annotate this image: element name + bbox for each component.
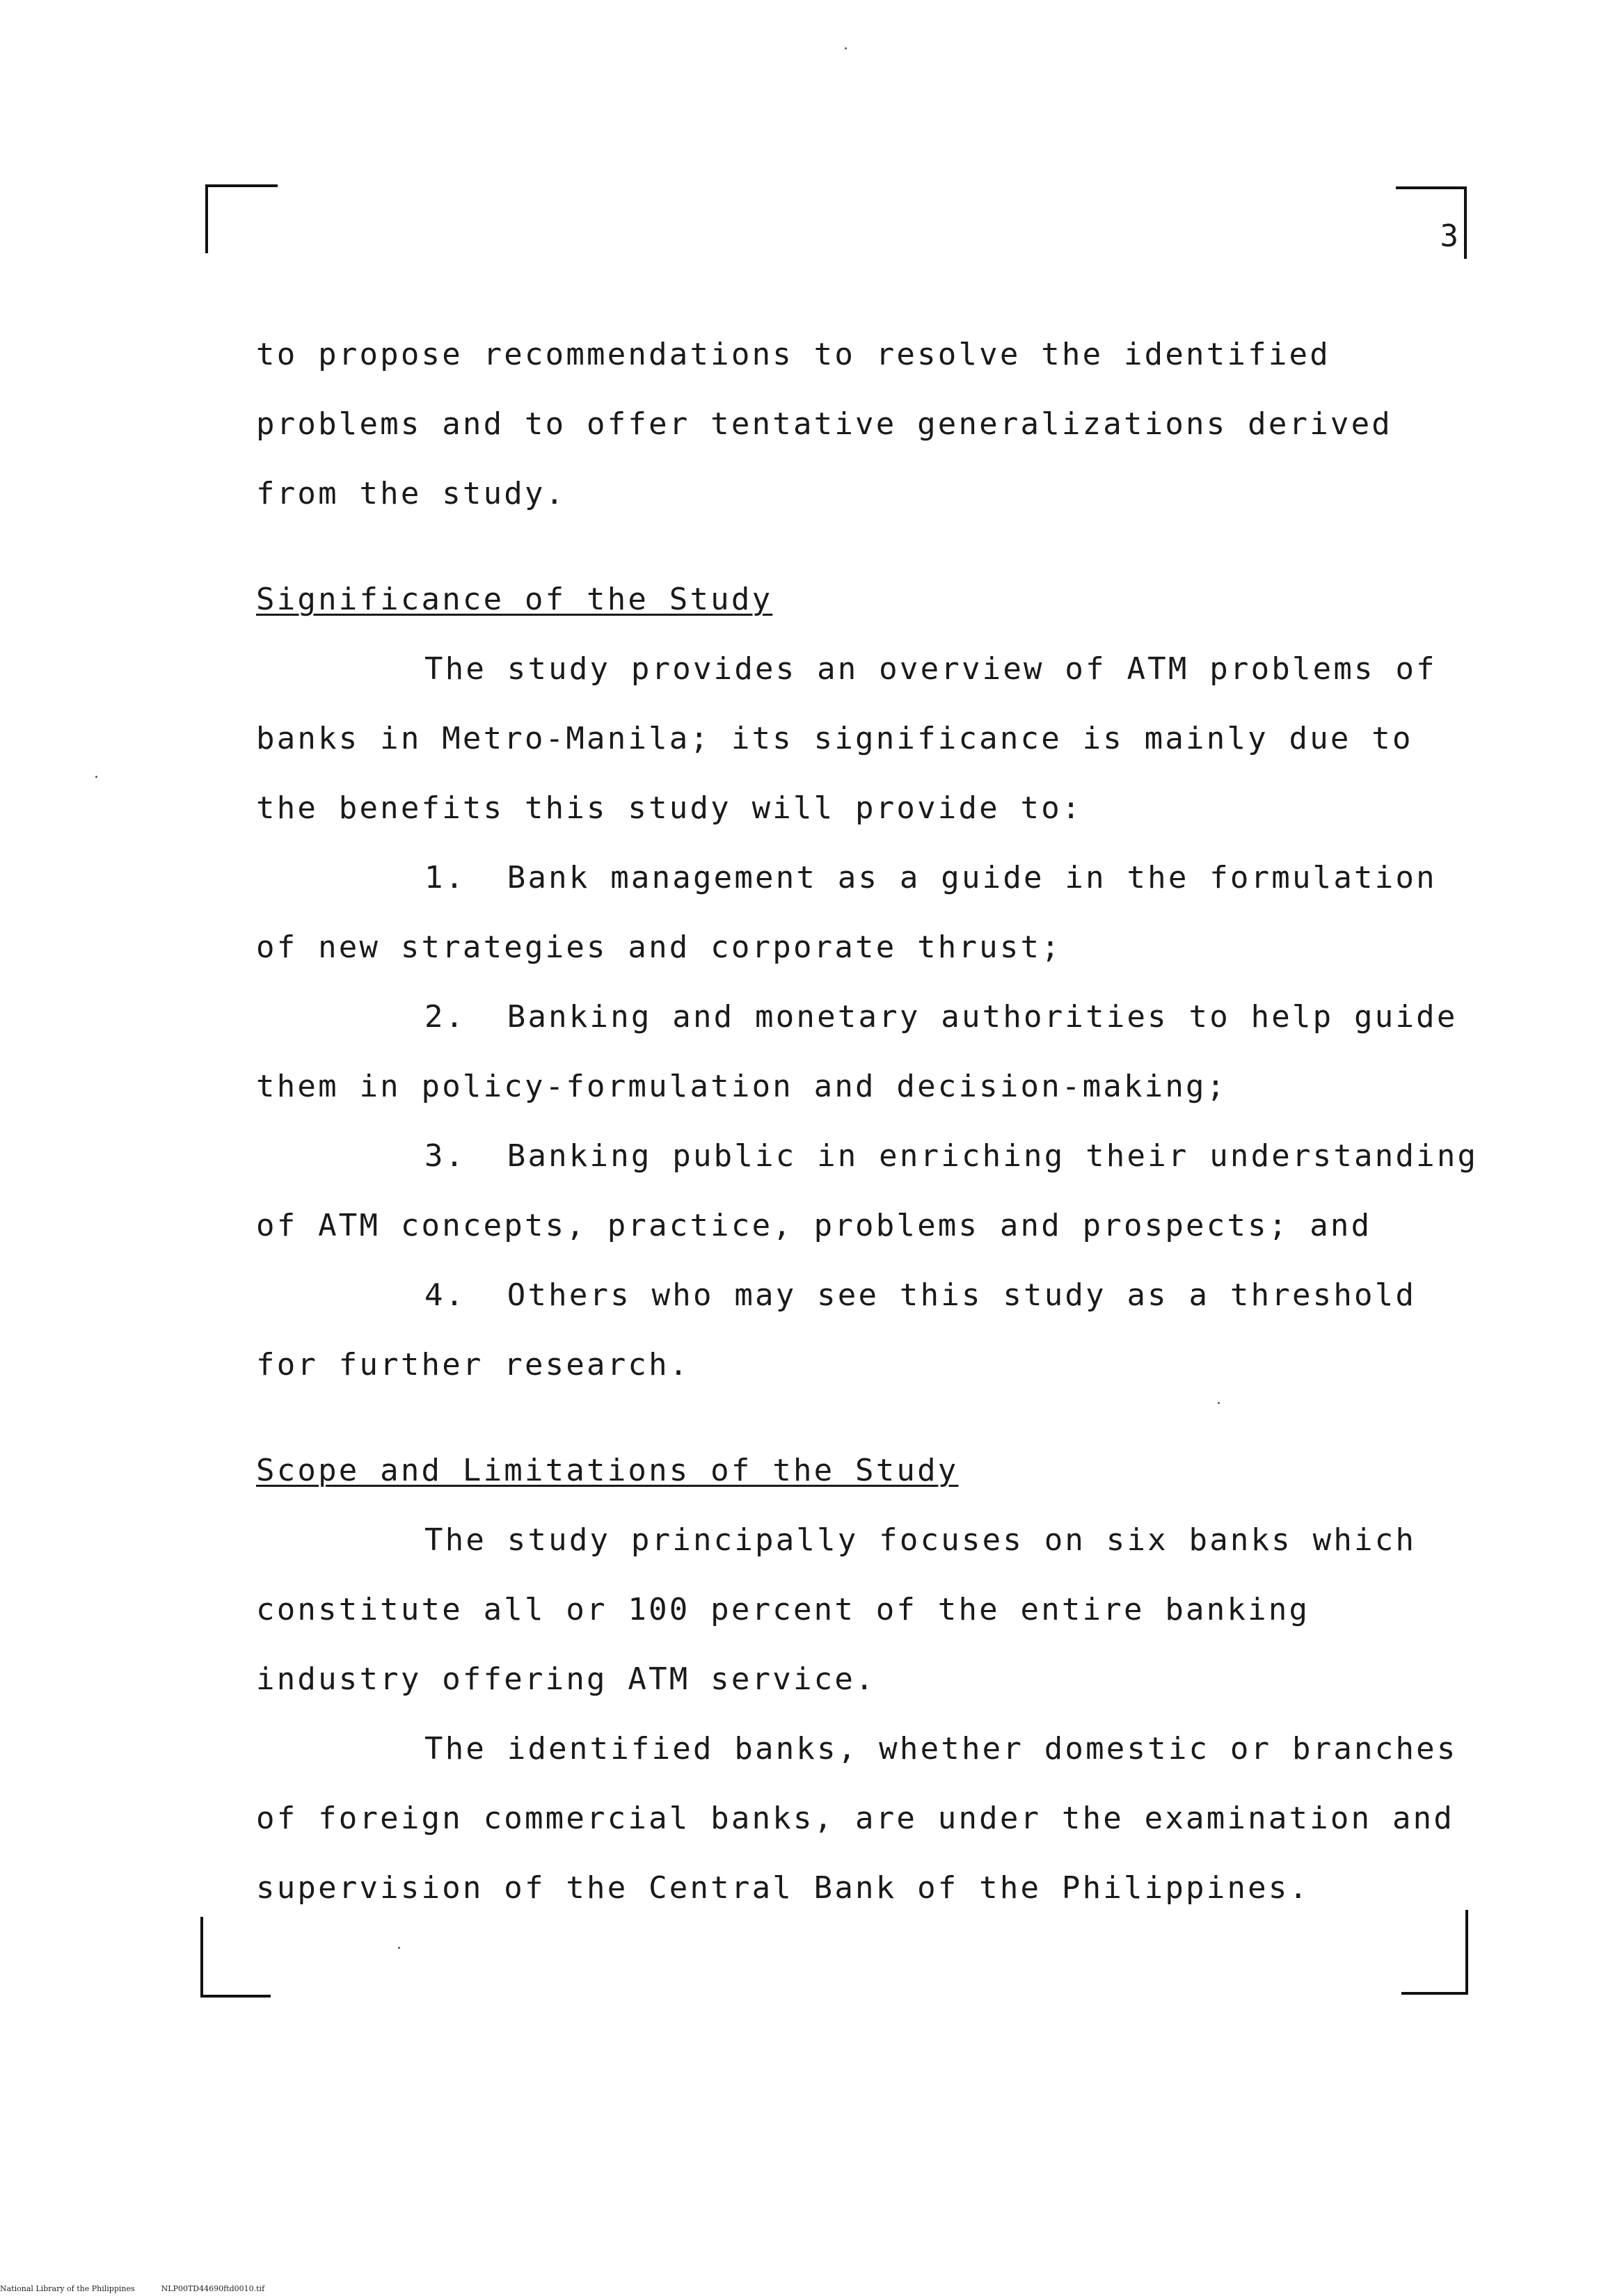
page-number: 3: [1440, 218, 1458, 254]
paragraph-line: to propose recommendations to resolve the identified: [256, 337, 1330, 372]
list-item-continuation: of new strategies and corporate thrust;: [256, 930, 1062, 965]
scan-speck: [95, 776, 97, 778]
list-item-continuation: for further research.: [256, 1347, 690, 1382]
scan-footer: [0, 2284, 264, 2294]
crop-mark-bottom-left: [200, 1917, 271, 1998]
list-item-first-line: 1. Bank management as a guide in the formulation: [424, 860, 1437, 895]
crop-mark-top-left: [205, 184, 278, 253]
numbered-list: [256, 843, 1495, 1400]
paragraph-line: constitute all or 100 percent of the entire banking: [256, 1592, 1310, 1627]
page-body: [256, 320, 1495, 1923]
paragraph-line: problems and to offer tentative generalizations derived: [256, 406, 1392, 442]
scan-speck: [398, 1947, 400, 1949]
paragraph-line: the benefits this study will provide to:: [256, 790, 1083, 826]
paragraph-line: from the study.: [256, 476, 566, 511]
section-heading-scope: Scope and Limitations of the Study: [256, 1453, 959, 1488]
scope-section: [256, 1436, 1495, 1923]
paragraph-line: The identified banks, whether domestic or branches: [424, 1731, 1458, 1767]
list-item-first-line: 3. Banking public in enriching their understanding: [424, 1138, 1479, 1174]
significance-section: [256, 565, 1495, 1400]
scan-speck: [845, 47, 847, 49]
paragraph-line: supervision of the Central Bank of the Philippines.: [256, 1870, 1310, 1906]
section-heading-significance: Significance of the Study: [256, 582, 773, 617]
list-item: [256, 1122, 1495, 1261]
list-item: [256, 843, 1495, 982]
list-item-first-line: 2. Banking and monetary authorities to help guide: [424, 999, 1458, 1035]
footer-library: National Library of the Philippines: [0, 2284, 135, 2293]
list-item: [256, 1261, 1495, 1400]
intro-paragraph: [256, 320, 1495, 529]
paragraph-line: industry offering ATM service.: [256, 1661, 876, 1697]
paragraph-line: The study provides an overview of ATM problems of: [424, 651, 1437, 687]
list-item-continuation: of ATM concepts, practice, problems and prospects; and: [256, 1208, 1372, 1243]
list-item: [256, 982, 1495, 1122]
paragraph-line: of foreign commercial banks, are under the examination and: [256, 1801, 1455, 1836]
list-item-first-line: 4. Others who may see this study as a threshold: [424, 1277, 1417, 1313]
footer-filename: NLP00TD44690ftd0010.tif: [161, 2284, 265, 2293]
paragraph-line: The study principally focuses on six banks which: [424, 1522, 1417, 1558]
list-item-continuation: them in policy-formulation and decision-making;: [256, 1069, 1227, 1104]
paragraph-line: banks in Metro-Manila; its significance is mainly due to: [256, 721, 1413, 756]
